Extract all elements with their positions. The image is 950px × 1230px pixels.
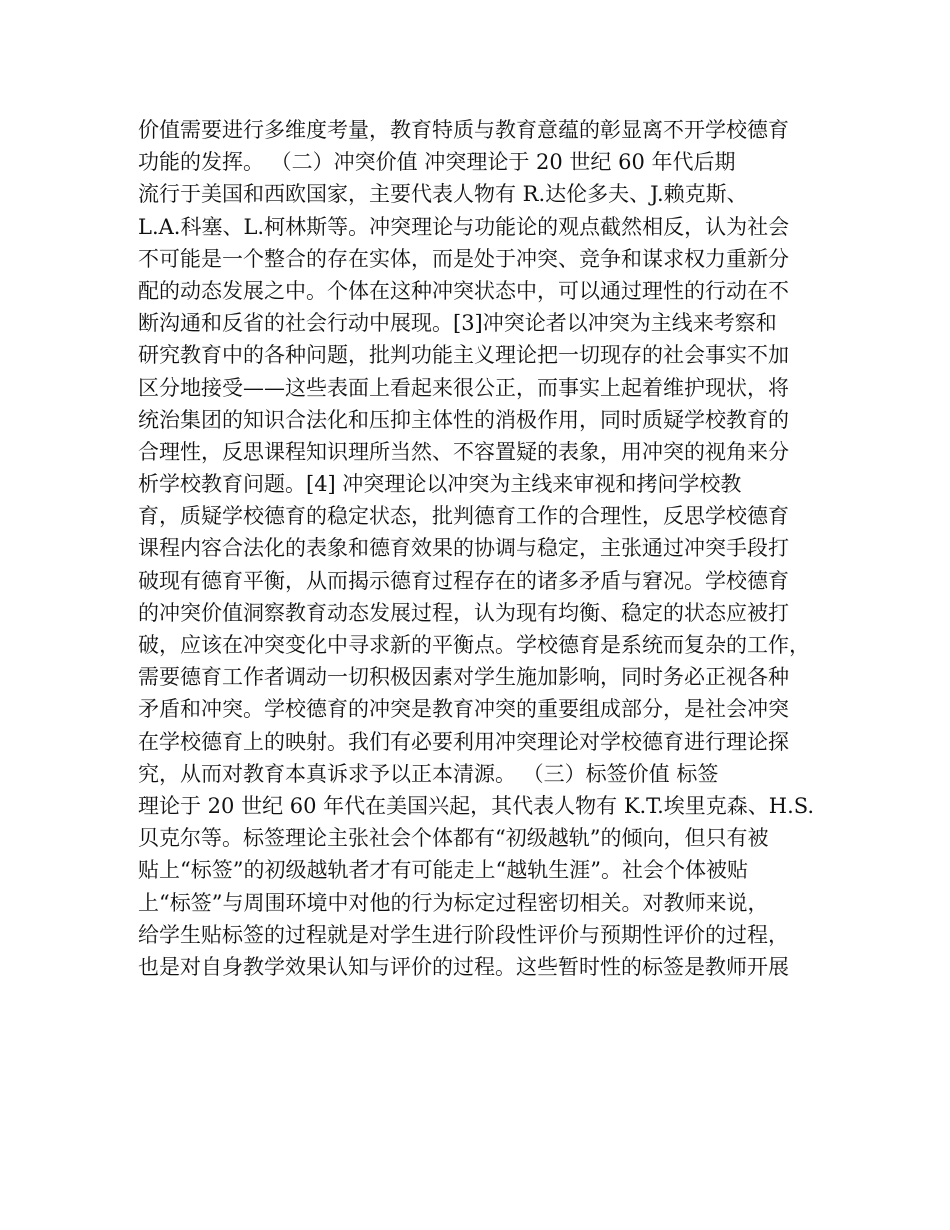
- text-line: L.A.科塞、L.柯林斯等。冲突理论与功能论的观点截然相反，认为社会: [138, 214, 790, 239]
- text-line: 价值需要进行多维度考量，教育特质与教育意蕴的彰显离不开学校德育: [138, 118, 789, 142]
- text-line: 统治集团的知识合法化和压抑主体性的消极作用，同时质疑学校教育的: [138, 407, 789, 432]
- text-line: 上“标签”与周围环境中对他的行为标定过程密切相关。对教师来说，: [138, 890, 769, 915]
- text-line: 贴上“标签”的初级越轨者才有可能走上“越轨生涯”。社会个体被贴: [138, 858, 748, 883]
- text-line: 给学生贴标签的过程就是对学生进行阶段性评价与预期性评价的过程，: [138, 922, 789, 947]
- text-line: 矛盾和冲突。学校德育的冲突是教育冲突的重要组成部分，是社会冲突: [138, 697, 789, 722]
- text-line: 贝克尔等。标签理论主张社会个体都有“初级越轨”的倾向，但只有被: [138, 826, 769, 851]
- text-line: 课程内容合法化的表象和德育效果的协调与稳定，主张通过冲突手段打: [138, 536, 789, 561]
- text-line: 究，从而对教育本真诉求予以正本清源。 （三）标签价值 标签: [138, 761, 719, 786]
- text-line: 断沟通和反省的社会行动中展现。[3]冲突论者以冲突为主线来考察和: [138, 311, 777, 336]
- text-line: 合理性，反思课程知识理所当然、不容置疑的表象，用冲突的视角来分: [138, 439, 789, 464]
- text-line: 研究教育中的各种问题，批判功能主义理论把一切现存的社会事实不加: [138, 343, 789, 368]
- text-line: 不可能是一个整合的存在实体，而是处于冲突、竞争和谋求权力重新分: [138, 246, 789, 271]
- text-line: 区分地接受——这些表面上看起来很公正，而事实上起着维护现状，将: [138, 375, 789, 400]
- text-line: 流行于美国和西欧国家，主要代表人物有 R.达伦多夫、J.赖克斯、: [138, 182, 748, 207]
- text-line: 育，质疑学校德育的稳定状态，批判德育工作的合理性，反思学校德育: [138, 504, 789, 529]
- text-line: 析学校教育问题。[4] 冲突理论以冲突为主线来审视和拷问学校教: [138, 472, 742, 497]
- text-line: 破，应该在冲突变化中寻求新的平衡点。学校德育是系统而复杂的工作，: [138, 633, 810, 657]
- text-line: 理论于 20 世纪 60 年代在美国兴起，其代表人物有 K.T.埃里克森、H.S.: [138, 793, 815, 818]
- text-line: 配的动态发展之中。个体在这种冲突状态中，可以通过理性的行动在不: [138, 278, 789, 303]
- text-line: 的冲突价值洞察教育动态发展过程，认为现有均衡、稳定的状态应被打: [138, 600, 789, 625]
- text-line: 破现有德育平衡，从而揭示德育过程存在的诸多矛盾与窘况。学校德育: [138, 568, 789, 593]
- text-line: 功能的发挥。 （二）冲突价值 冲突理论于 20 世纪 60 年代后期: [138, 150, 736, 175]
- text-line: 需要德育工作者调动一切积极因素对学生施加影响，同时务必正视各种: [138, 665, 789, 690]
- text-line: 在学校德育上的映射。我们有必要利用冲突理论对学校德育进行理论探: [138, 729, 789, 754]
- text-line: 也是对自身教学效果认知与评价的过程。这些暂时性的标签是教师开展: [138, 954, 789, 979]
- body-text: [138, 114, 828, 983]
